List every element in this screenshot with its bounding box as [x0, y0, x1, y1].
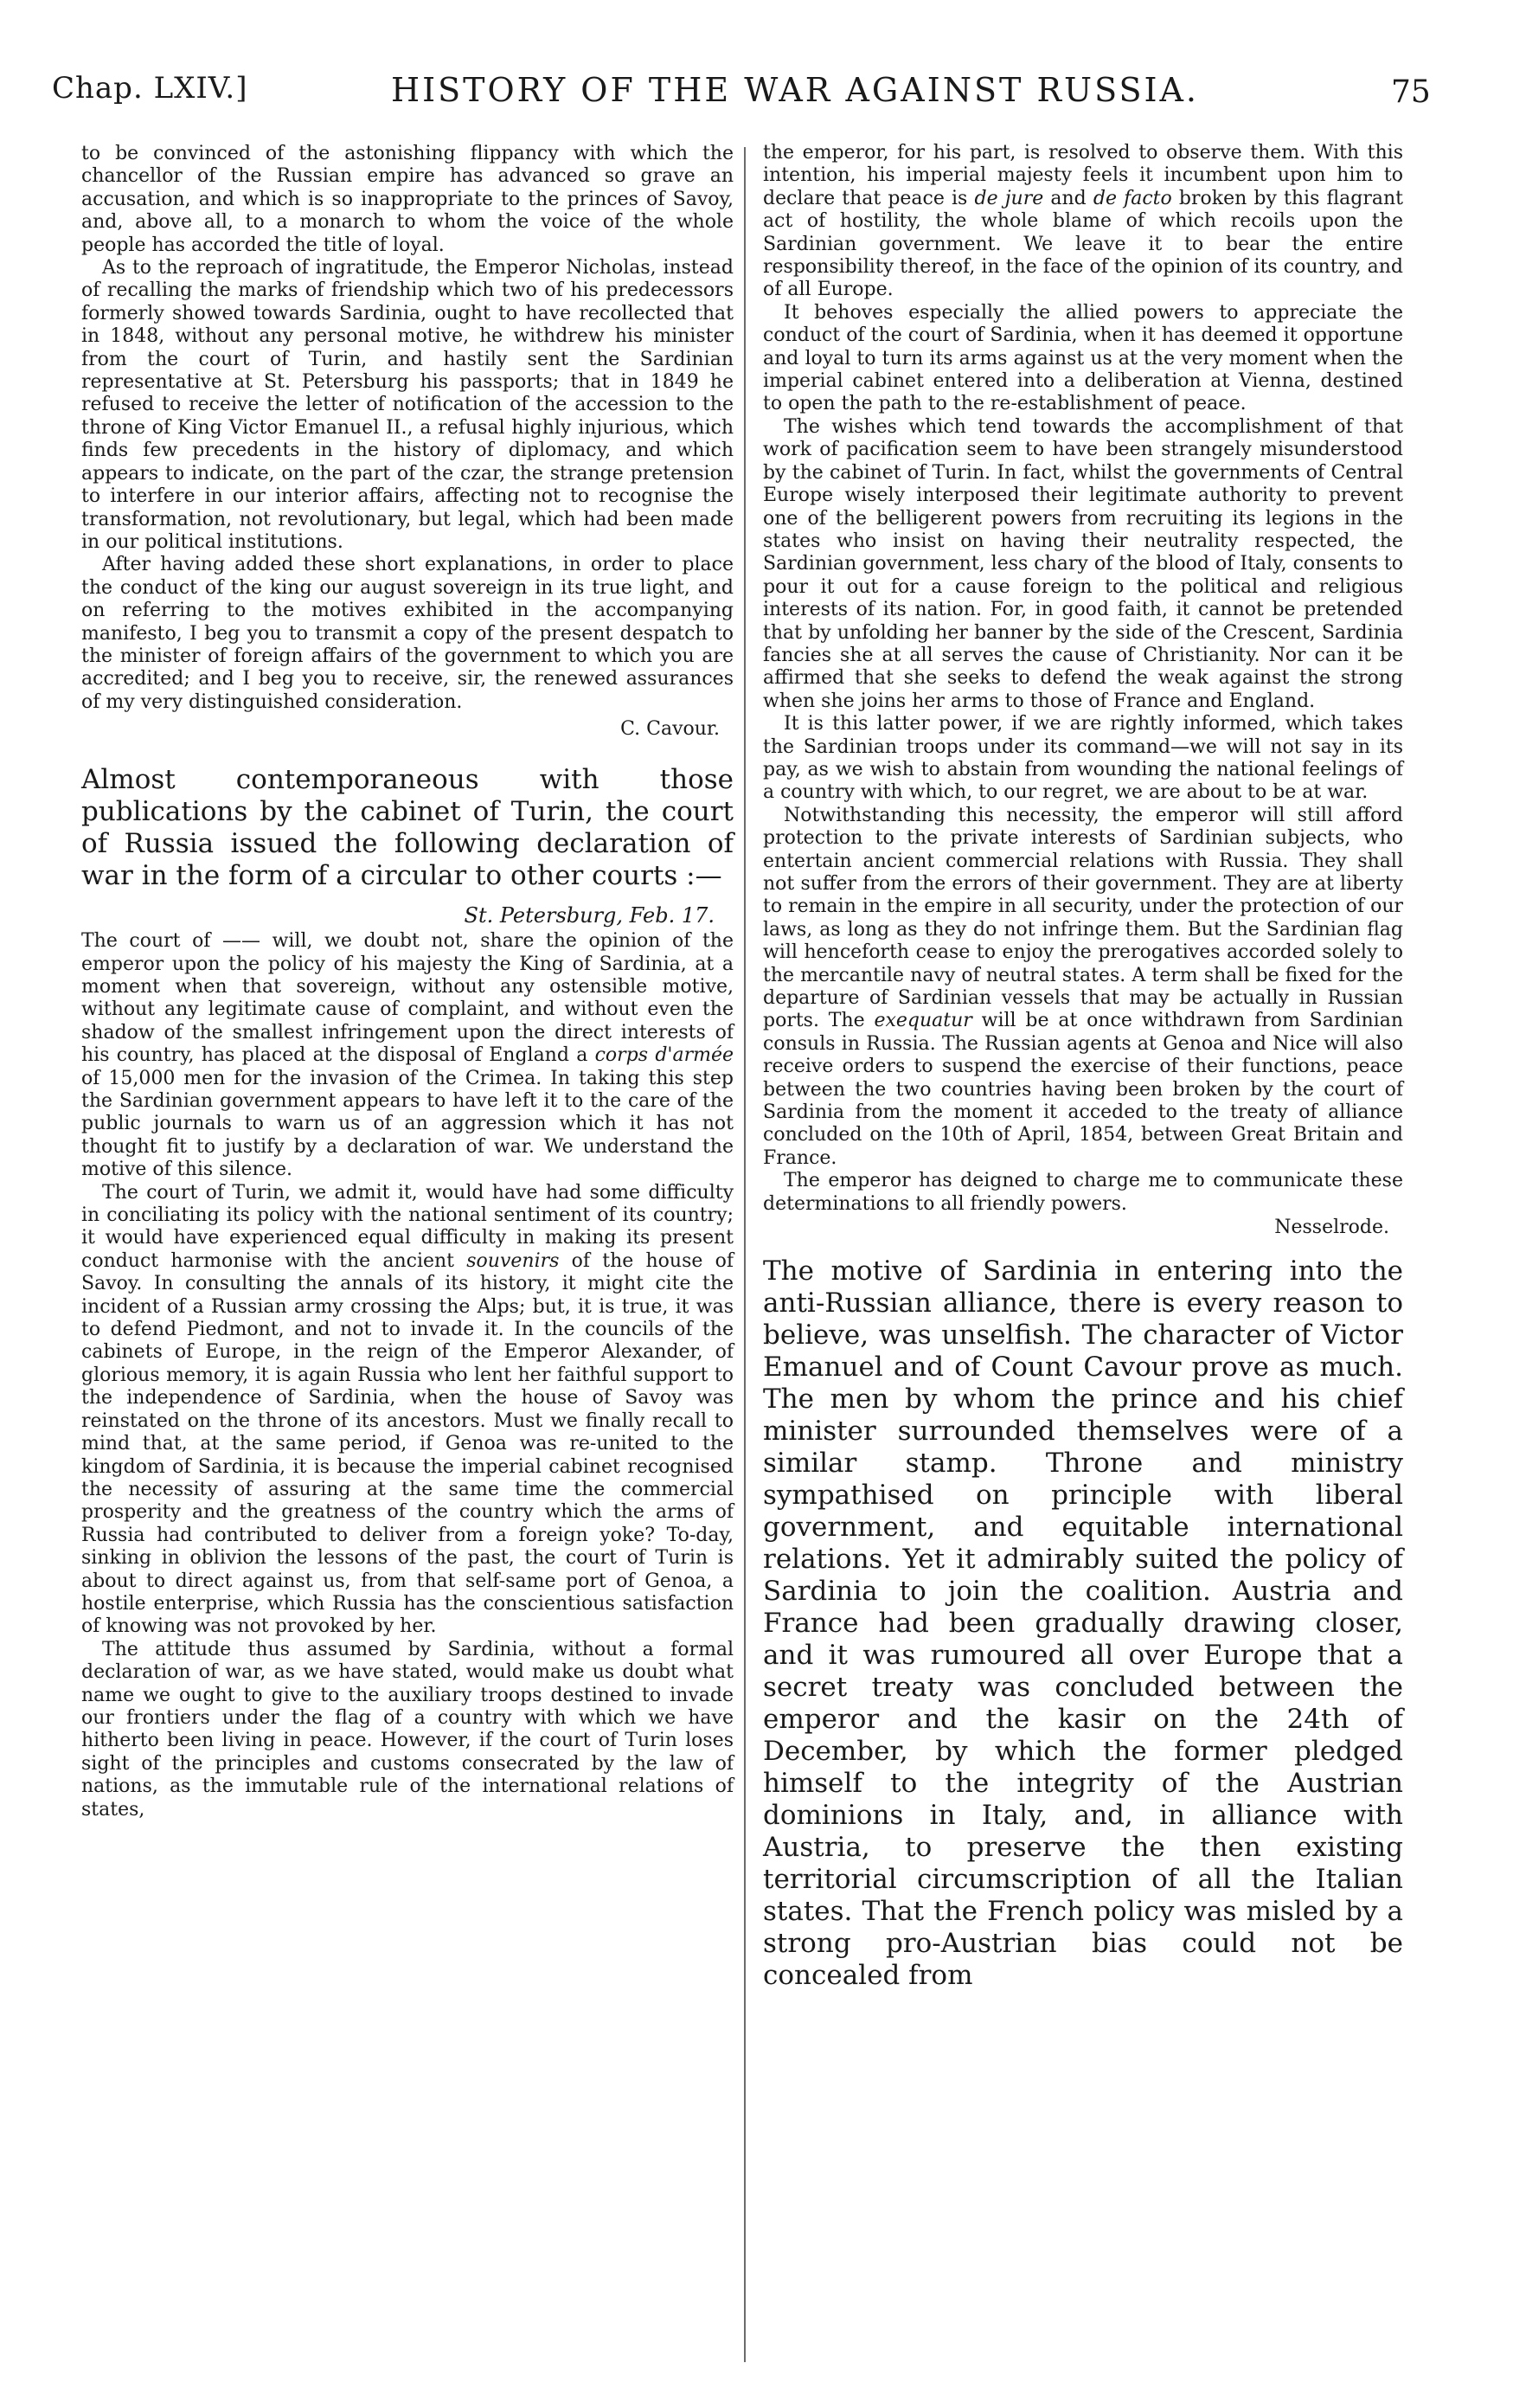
cavour-despatch-end — [81, 143, 734, 714]
chapter-label: Chap. LXIV.] — [52, 71, 248, 106]
russian-circular-continued — [763, 142, 1403, 1216]
dateline: St. Petersburg, Feb. 17. — [464, 903, 715, 928]
paragraph: The court of —— will, we doubt not, share the opinion of the emperor upon the policy of his majesty the King of Sardinia, at a moment when that sovereign, without any ostensible motive, without any legitimate cause of complaint, and without even the shadow of the smallest infringement upon the direct interests of his country, has placed at the disposal of England a corps d'armée of 15,000 men for the invasion of the Crimea. In taking this step the Sardinian government appears to have left it to the care of the public journals to warn us of an aggression which it has not thought fit to justify by a declaration of war. We understand the motive of this silence. — [81, 930, 734, 1181]
paragraph: The court of Turin, we admit it, would have had some difficulty in conciliating its policy with the national sentiment of its country; it would have experienced equal difficulty in making its present conduct harmonise with the ancient souvenirs of the house of Savoy. In consulting the annals of its history, it might cite the incident of a Russian army crossing the Alps; but, it is true, it was to defend Piedmont, and not to invade it. In the councils of the cabinets of Europe, in the reign of the Emperor Alexander, of glorious memory, it is again Russia who lent her faithful support to the independence of Sardinia, when the house of Savoy was reinstated on the throne of its ancestors. Must we finally recall to mind that, at the same period, if Genoa was re-united to the kingdom of Sardinia, it is because the imperial cabinet recognised the necessity of assuring at the same time the commercial prosperity and the greatness of the country which the arms of Russia had contributed to deliver from a foreign yoke? To-day, sinking in oblivion the lessons of the past, the court of Turin is about to direct against us, from that self-same port of Genoa, a hostile enterprise, which Russia has the conscientious satisfaction of knowing was not provoked by her. — [81, 1181, 734, 1638]
running-title: HISTORY OF THE WAR AGAINST RUSSIA. — [391, 71, 1200, 109]
right-column — [763, 142, 1403, 1992]
left-column — [81, 143, 734, 1821]
paragraph: the emperor, for his part, is resolved to observe them. With this intention, his imperial majesty feels it incumbent upon him to declare that peace is de jure and de facto broken by this flagrant act of hostility, the whole blame of which recoils upon the Sardinian government. We leave it to bear the entire responsibility thereof, in the face of the opinion of its country, and of all Europe. — [763, 142, 1404, 301]
narrative-paragraph: The motive of Sardinia in entering into the anti-Russian alliance, there is every reason to believe, was unselfish. The character of Victor Emanuel and of Count Cavour prove as much. The men by whom the prince and his chief minister surrounded themselves were of a similar stamp. Throne and ministry sympathised on principle with liberal government, and equitable international relations. Yet it admirably suited the policy of Sardinia to join the coalition. Austria and France had been gradually drawing closer, and it was rumoured all over Europe that a secret treaty was concluded between the emperor and the kasir on the 24th of December, by which the former pledged himself to the integrity of the Austrian dominions in Italy, and, in alliance with Austria, to preserve the then existing territorial circumscription of all the Italian states. That the French policy was misled by a strong pro-Austrian bias could not be concealed from — [763, 1255, 1403, 1992]
paragraph: The emperor has deigned to charge me to communicate these determinations to all friendly powers. — [763, 1170, 1403, 1215]
paragraph: The attitude thus assumed by Sardinia, without a formal declaration of war, as we have stated, would make us doubt what name we ought to give to the auxiliary troops destined to invade our frontiers under the flag of a country with which we have hitherto been living in peace. However, if the court of Turin loses sight of the principles and customs consecrated by the law of nations, as the immutable rule of the international relations of states, — [81, 1638, 734, 1820]
paragraph: It is this latter power, if we are rightly informed, which takes the Sardinian troops under its command—we will not say in its pay, as we wish to abstain from wounding the national feelings of a country with which, to our regret, we are about to be at war. — [763, 713, 1403, 804]
paragraph: to be convinced of the astonishing flippancy with which the chancellor of the Russian empire has advanced so grave an accusation, and which is so inappropriate to the princes of Savoy, and, above all, to a monarch to whom the voice of the whole people has accorded the title of loyal. — [81, 143, 734, 256]
page-number: 75 — [1391, 74, 1431, 110]
signature-nesselrode: Nesselrode. — [1274, 1217, 1389, 1239]
russian-circular — [81, 930, 734, 1821]
signature-cavour: C. Cavour. — [620, 718, 720, 741]
column-divider — [744, 147, 746, 2362]
paragraph: Notwithstanding this necessity, the emperor will still afford protection to the private interests of Sardinian subjects, who entertain ancient commercial relations with Russia. They shall not suffer from the errors of their government. They are at liberty to remain in the empire in all security, under the protection of our laws, as long as they do not infringe them. But the Sardinian flag will henceforth cease to enjoy the prerogatives accorded solely to the mercantile navy of neutral states. A term shall be fixed for the departure of Sardinian vessels that may be actually in Russian ports. The exequatur will be at once withdrawn from Sardinian consuls in Russia. The Russian agents at Genoa and Nice will also receive orders to suspend the exercise of their functions, peace between the two countries having been broken by the court of Sardinia from the moment it acceded to the treaty of alliance concluded on the 10th of April, 1854, between Great Britain and France. — [763, 804, 1403, 1169]
narrative-paragraph: Almost contemporaneous with those publications by the cabinet of Turin, the court of Russia issued the following declaration of war in the form of a circular to other courts :— — [81, 764, 734, 892]
running-header — [52, 71, 1436, 123]
paragraph: After having added these short explanations, in order to place the conduct of the king our august sovereign in its true light, and on referring to the motives exhibited in the accompanying manifesto, I beg you to transmit a copy of the present despatch to the minister of foreign affairs of the government to which you are accredited; and I beg you to receive, sir, the renewed assurances of my very distinguished consideration. — [81, 554, 734, 713]
paragraph: The wishes which tend towards the accomplishment of that work of pacification seem to have been strangely misunderstood by the cabinet of Turin. In fact, whilst the governments of Central Europe wisely interposed their legitimate authority to prevent one of the belligerent powers from recruiting its legions in the states who insist on having their neutrality respected, the Sardinian government, less chary of the blood of Italy, consents to pour it out for a cause foreign to the political and religious interests of its nation. For, in good faith, it cannot be pretended that by unfolding her banner by the side of the Crescent, Sardinia fancies she at all serves the cause of Christianity. Nor can it be affirmed that she seeks to defend the weak against the strong when she joins her arms to those of France and England. — [763, 415, 1403, 712]
paragraph: It behoves especially the allied powers to appreciate the conduct of the court of Sardinia, when it has deemed it opportune and loyal to turn its arms against us at the very moment when the imperial cabinet entered into a deliberation at Vienna, destined to open the path to the re-establishment of peace. — [763, 301, 1403, 415]
paragraph-lead: The court of —— — [81, 930, 261, 953]
paragraph: As to the reproach of ingratitude, the Emperor Nicholas, instead of recalling the marks of friendship which two of his predecessors formerly showed towards Sardinia, ought to have recollected that in 1848, without any personal motive, he withdrew his minister from the court of Turin, and hastily sent the Sardinian representative at St. Petersburg his passports; that in 1849 he refused to receive the letter of notification of the accession to the throne of King Victor Emanuel II., a refusal highly injurious, which finds few precedents in the history of diplomacy, and which appears to indicate, on the part of the czar, the strange pretension to interfere in our interior affairs, affecting not to recognise the transformation, not revolutionary, but legal, which had been made in our political institutions. — [81, 257, 734, 553]
